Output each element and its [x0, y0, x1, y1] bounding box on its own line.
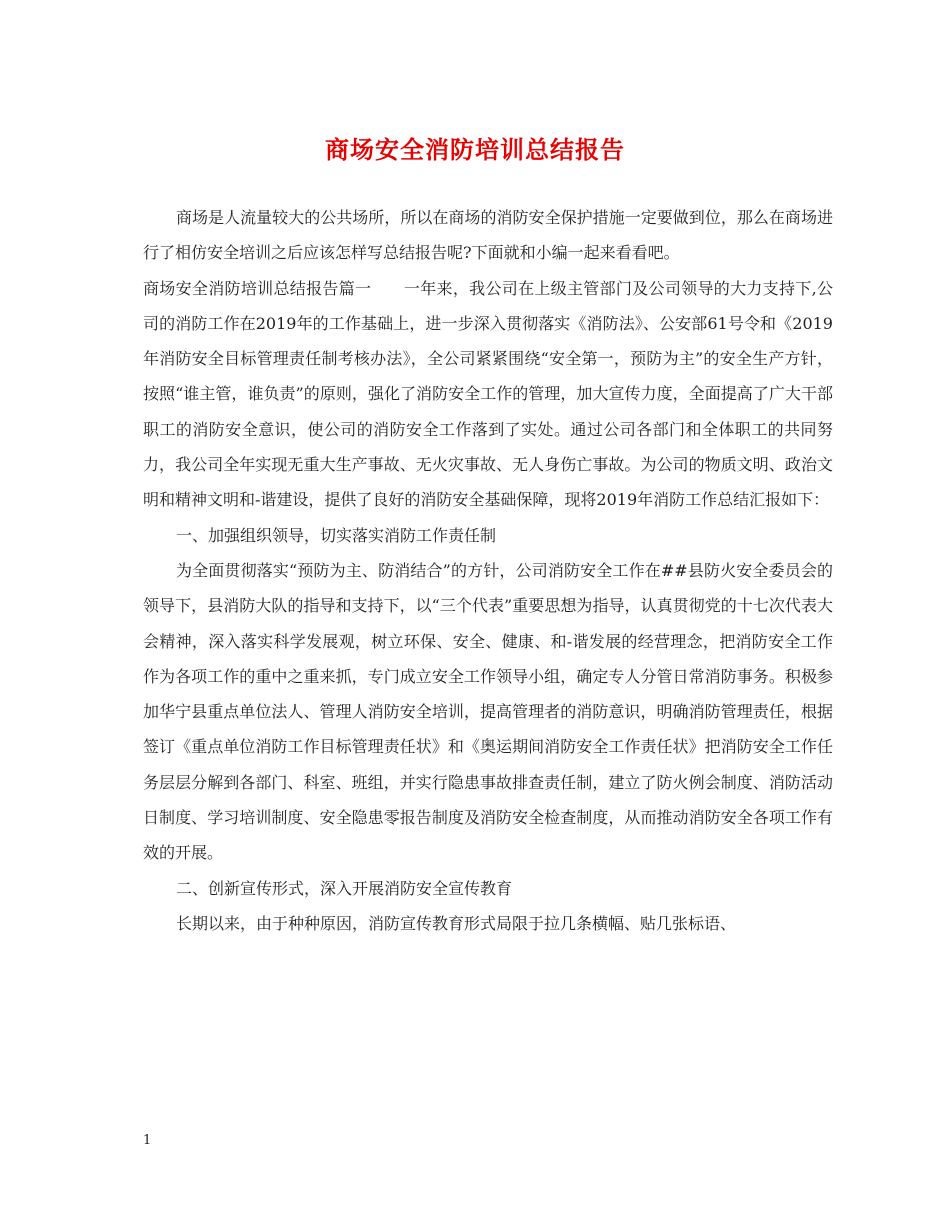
- document-body: [143, 200, 833, 941]
- section2-heading: 二、创新宣传形式，深入开展消防安全宣传教育: [176, 878, 513, 898]
- section1-paragraph: 为全面贯彻落实“预防为主、防消结合”的方针，公司消防安全工作在##县防火安全委员会的领导下，县消防大队的指导和支持下，以“三个代表”重要思想为指导，认真贯彻党的十七次代表大会精神，深入落实科学发展观，树立环保、安全、健康、和-谐发展的经营理念，把消防安全工作作为各项工作的重中之重来抓，专门成立安全工作领导小组，确定专人分管日常消防事务。积极参加华宁县重点单位法人、管理人消防安全培训，提高管理者的消防意识，明确消防管理责任，根据签订《重点单位消防工作目标管理责任状》和《奥运期间消防安全工作责任状》把消防安全工作任务层层分解到各部门、科室、班组，并实行隐患事故排查责任制，建立了防火例会制度、消防活动日制度、学习培训制度、安全隐患零报告制度及消防安全检查制度，从而推动消防安全各项工作有效的开展。: [143, 560, 833, 863]
- page-number: 1: [143, 1133, 152, 1148]
- section1-heading: 一、加强组织领导，切实落实消防工作责任制: [176, 525, 497, 545]
- intro-paragraph: 商场是人流量较大的公共场所，所以在商场的消防安全保护措施一定要做到位，那么在商场进行了相仿安全培训之后应该怎样写总结报告呢?下面就和小编一起来看看吧。: [143, 208, 833, 263]
- article-opening-paragraph: 商场安全消防培训总结报告篇一 一年来，我公司在上级主管部门及公司领导的大力支持下,公司的消防工作在2019年的工作基础上，进一步深入贯彻落实《消防法》、公安部61号令和《2019年消防安全目标管理责任制考核办法》，全公司紧紧围绕“安全第一，预防为主”的安全生产方针，按照“谁主管，谁负责”的原则，强化了消防安全工作的管理，加大宣传力度，全面提高了广大干部职工的消防安全意识，使公司的消防安全工作落到了实处。通过公司各部门和全体职工的共同努力，我公司全年实现无重大生产事故、无火灾事故、无人身伤亡事故。为公司的物质文明、政治文明和精神文明和-谐建设，提供了良好的消防安全基础保障，现将2019年消防工作总结汇报如下：: [143, 278, 833, 510]
- section2-paragraph: 长期以来，由于种种原因，消防宣传教育形式局限于拉几条横幅、贴几张标语、: [176, 913, 737, 933]
- document-title: 商场安全消防培训总结报告: [325, 135, 625, 164]
